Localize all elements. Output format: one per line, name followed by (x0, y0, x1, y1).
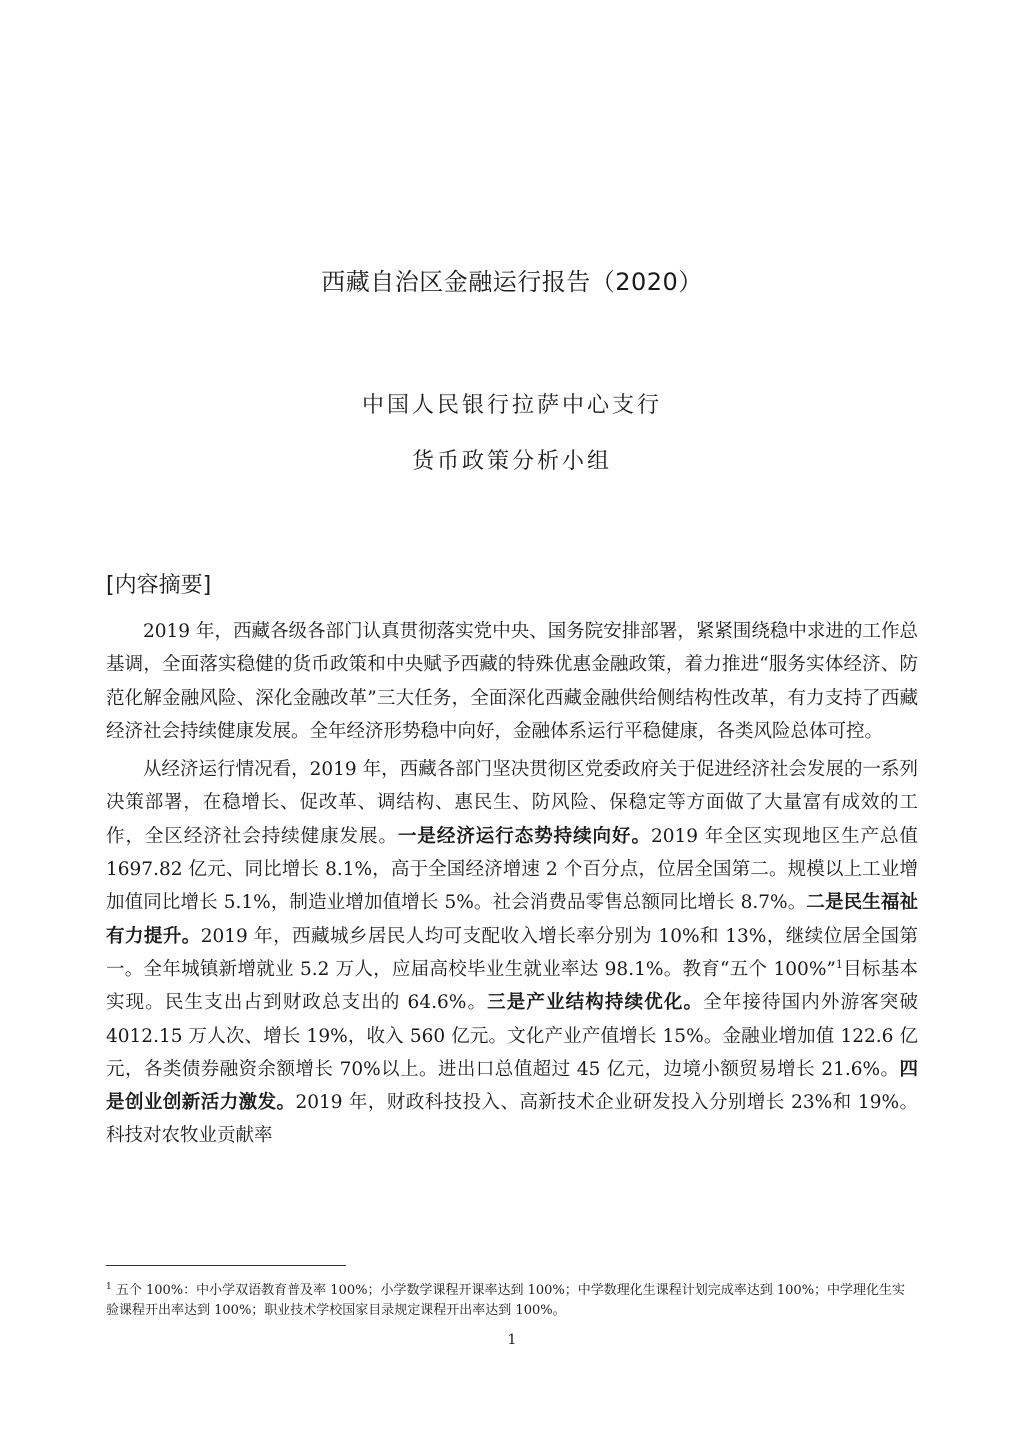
paragraph-2-segment: 2019 年，财政科技投入、高新技术企业研发投入分别增长 23%和 19%。科技对农牧业贡献率 (106, 1092, 918, 1147)
paragraph-2-segment: 2019 年全区实现地区生产总值 1697.82 亿元、同比增长 8.1%，高于全国经济增速 2 个百分点，位居全国第二。规模以上工业增加值同比增长 5.1%，制造业增加值增长 5%。社会消费品零售总额同比增长 8.7%。 (106, 825, 918, 914)
paragraph-2 (106, 753, 918, 1153)
page-number: 1 (507, 1332, 517, 1348)
footnote (106, 1281, 918, 1321)
section-heading-abstract: [内容摘要] (106, 573, 212, 598)
footnote-marker: 1 (106, 1282, 112, 1292)
key-point-1: 一是经济运行态势持续向好。 (397, 825, 651, 847)
author-line-institution: 中国人民银行拉萨中心支行 (361, 393, 662, 418)
paragraph-2-segment: 从经济运行情况看，2019 年，西藏各部门坚决贯彻区党委政府关于促进经济社会发展的一系列决策部署，在稳增长、促改革、调结构、惠民生、防风险、保稳定等方面做了大量富有成效的工作，全区经济社会持续健康发展。 (106, 759, 918, 847)
paragraph-2-segment: 2019 年，西藏城乡居民人均可支配收入增长率分别为 10%和 13%，继续位居全国第一。全年城镇新增就业 5.2 万人，应届高校毕业生就业率达 98.1%。教育“五个 100%” (106, 925, 918, 980)
footnote-divider (106, 1265, 346, 1266)
document-title: 西藏自治区金融运行报告（2020） (321, 268, 703, 296)
key-point-4: 四是创业创新活力激发。 (106, 1058, 918, 1114)
footnote-text: 五个 100%：中小学双语教育普及率 100%；小学数学课程开课率达到 100%；中学数理化生课程计划完成率达到 100%；中学理化生实验课程开出率达到 100%；职业技术学校国家目录规定课程开出率达到 100%。 (106, 1283, 906, 1318)
abstract-body (106, 615, 918, 1158)
paragraph-1: 2019 年，西藏各级各部门认真贯彻落实党中央、国务院安排部署，紧紧围绕稳中求进的工作总基调，全面落实稳健的货币政策和中央赋予西藏的特殊优惠金融政策，着力推进“服务实体经济、防范化解金融风险、深化金融改革”三大任务，全面深化西藏金融供给侧结构性改革，有力支持了西藏经济社会持续健康发展。全年经济形势稳中向好，金融体系运行平稳健康，各类风险总体可控。 (106, 621, 918, 742)
key-point-2: 二是民生福祉有力提升。 (106, 892, 918, 947)
key-point-3: 三是产业结构持续优化。 (487, 992, 704, 1014)
author-line-group: 货币政策分析小组 (411, 449, 612, 474)
paragraph-2-segment: 全年接待国内外游客突破 4012.15 万人次、增长 19%，收入 560 亿元。文化产业产值增长 15%。金融业增加值 122.6 亿元，各类债券融资余额增长 70%以上。进出口总值超过 45 亿元，边境小额贸易增长 21.6%。 (106, 992, 918, 1080)
footnote-reference[interactable]: 1 (835, 957, 843, 971)
paragraph-2-segment: 目标基本实现。民生支出占到财政总支出的 64.6%。 (106, 958, 918, 1014)
